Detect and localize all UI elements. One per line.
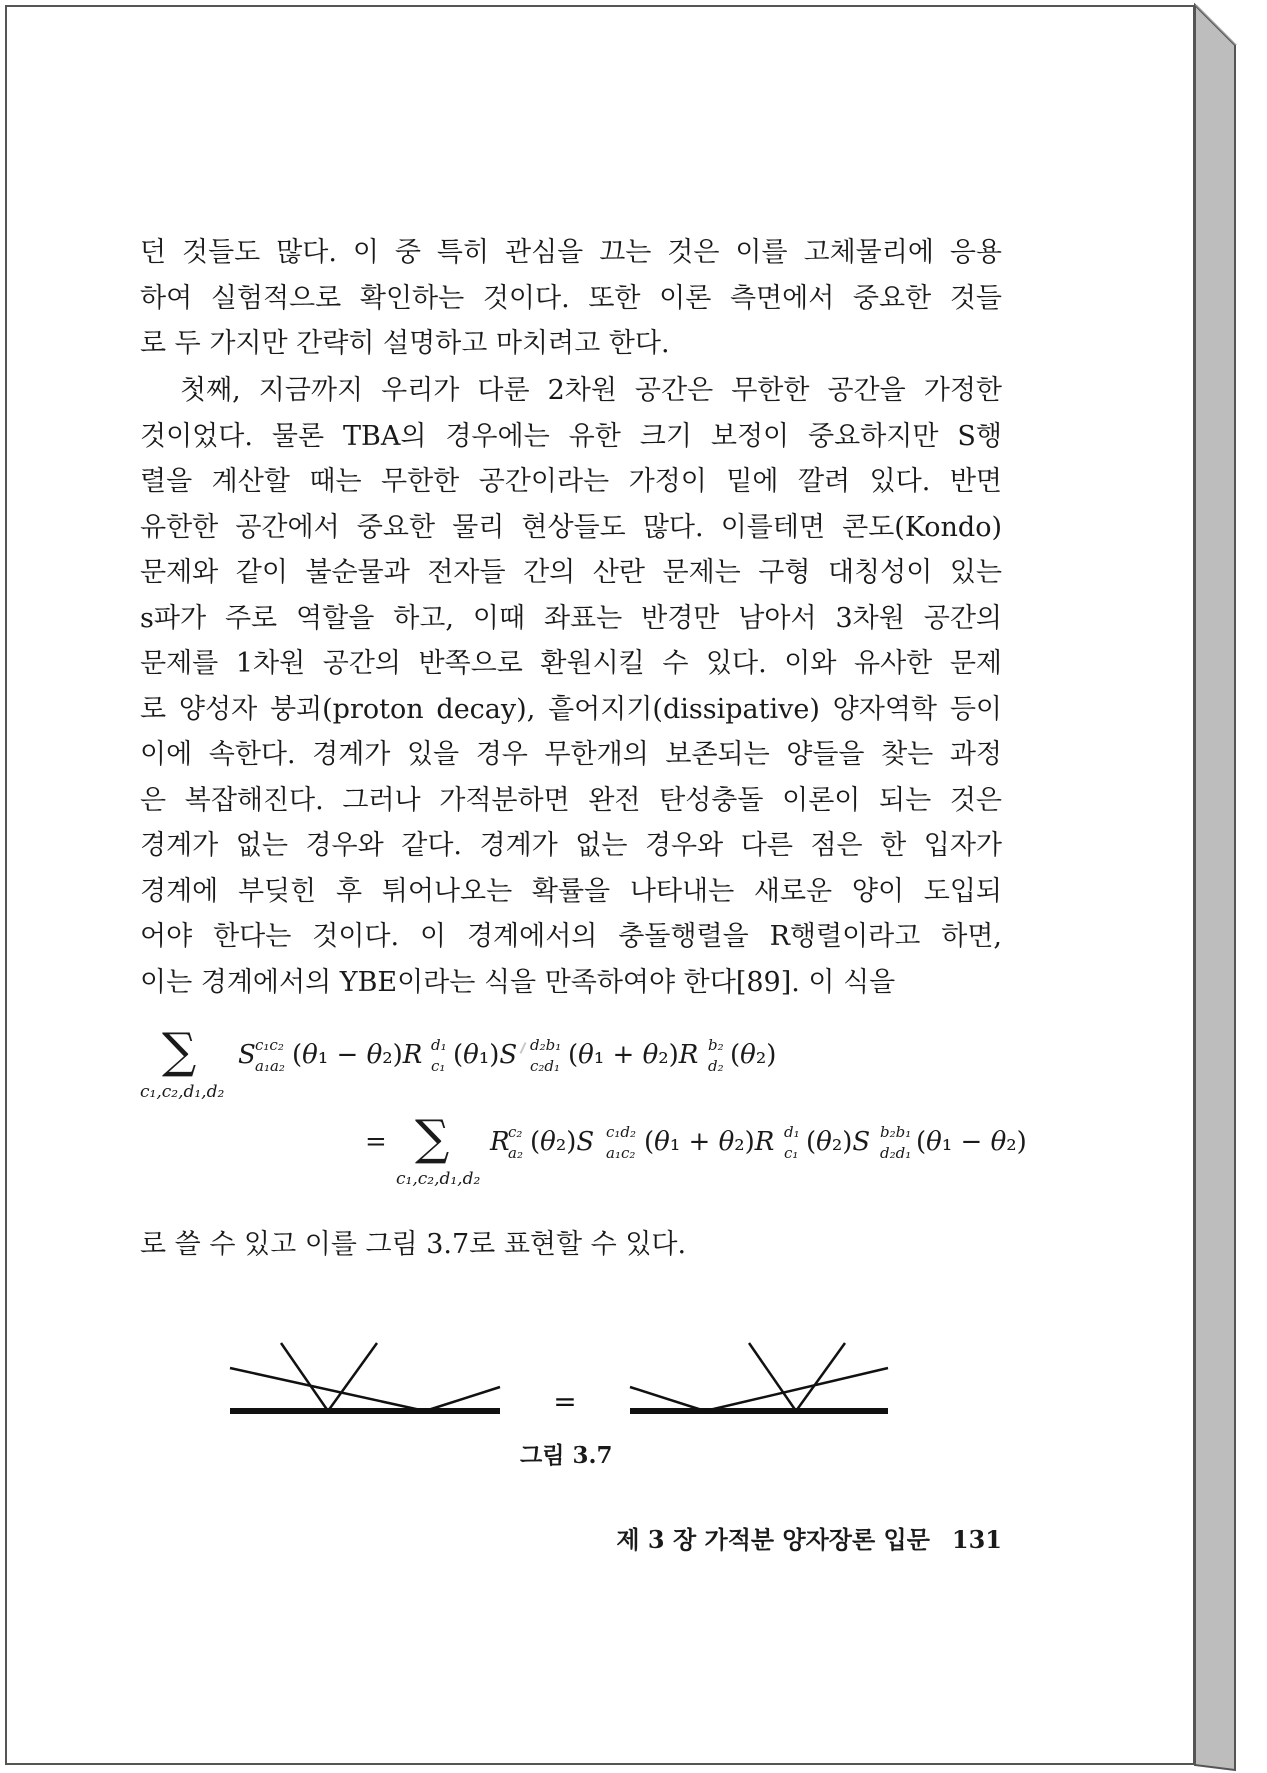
svg-text:c₁c₂: c₁c₂ bbox=[255, 1036, 284, 1054]
boundary-ybe-diagram bbox=[225, 1325, 905, 1420]
svg-text:d₁: d₁ bbox=[431, 1036, 447, 1054]
svg-text:a₁a₂: a₁a₂ bbox=[255, 1057, 285, 1075]
sum-subscript: c₁,c₂,d₁,d₂ bbox=[396, 1169, 481, 1189]
svg-text:d₂: d₂ bbox=[708, 1057, 724, 1075]
text-line: s파가 주로 역할을 하고, 이때 좌표는 반경만 남아서 3차원 공간의 bbox=[140, 602, 1002, 634]
equation-line-2 bbox=[360, 1110, 1027, 1204]
svg-text:a₁c₂: a₁c₂ bbox=[606, 1144, 636, 1162]
equation-line-2-graphic bbox=[360, 1110, 1027, 1197]
svg-text:S: S bbox=[238, 1040, 256, 1070]
svg-text:(θ₂): (θ₂) bbox=[730, 1040, 777, 1070]
svg-text:(θ₁)S: (θ₁)S bbox=[453, 1040, 518, 1070]
page-footer bbox=[616, 1520, 1002, 1555]
equation-line-1-graphic bbox=[140, 1025, 840, 1110]
text-line: 은 복잡해진다. 그러나 가적분하면 완전 탄성충돌 이론이 되는 것은 bbox=[140, 784, 1002, 816]
svg-text:(θ₂)S: (θ₂)S bbox=[806, 1127, 871, 1157]
svg-text:d₂d₁: d₂d₁ bbox=[880, 1144, 912, 1162]
svg-text:c₂d₁: c₂d₁ bbox=[530, 1057, 561, 1075]
text-line: 것이었다. 물론 TBA의 경우에는 유한 크기 보정이 중요하지만 S행 bbox=[140, 420, 1002, 452]
svg-text:∑: ∑ bbox=[162, 1023, 197, 1079]
paragraph-first-point bbox=[140, 368, 1002, 1005]
text-line: 경계에 부딪힌 후 튀어나오는 확률을 나타내는 새로운 양이 도입되 bbox=[140, 875, 1002, 907]
text-line: 이는 경계에서의 YBE이라는 식을 만족하여야 한다[89]. 이 식을 bbox=[140, 966, 896, 998]
text-line: 문제를 1차원 공간의 반쪽으로 환원시킬 수 있다. 이와 유사한 문제 bbox=[140, 648, 1002, 679]
chapter-title: 제 3 장 가적분 양자장론 입문 bbox=[616, 1525, 930, 1554]
svg-text:R: R bbox=[490, 1127, 510, 1157]
svg-text:d₁: d₁ bbox=[784, 1123, 800, 1141]
figure-equals-sign: = bbox=[553, 1385, 577, 1418]
svg-text:a₂: a₂ bbox=[508, 1144, 523, 1162]
text-line: 어야 한다는 것이다. 이 경계에서의 충돌행렬을 R행렬이라고 하면, bbox=[140, 921, 1002, 952]
text-line: 문제와 같이 불순물과 전자들 간의 산란 문제는 구형 대칭성이 있는 bbox=[140, 557, 1002, 588]
text-line: 이에 속한다. 경계가 있을 경우 무한개의 보존되는 양들을 찾는 과정 bbox=[140, 739, 1002, 770]
svg-text:∑: ∑ bbox=[415, 1110, 450, 1166]
svg-text:d₂b₁: d₂b₁ bbox=[530, 1036, 562, 1054]
equals-sign: = bbox=[365, 1127, 387, 1157]
svg-text:(θ₁ + θ₂)R: (θ₁ + θ₂)R bbox=[644, 1127, 775, 1157]
svg-text:(θ₁ + θ₂)R: (θ₁ + θ₂)R bbox=[568, 1040, 699, 1070]
text-after-equation: 로 쓸 수 있고 이를 그림 3.7로 표현할 수 있다. bbox=[140, 1229, 687, 1260]
figure-3-7 bbox=[225, 1325, 905, 1420]
svg-text:c₁d₂: c₁d₂ bbox=[606, 1123, 637, 1141]
sum-subscript: c₁,c₂,d₁,d₂ bbox=[140, 1082, 225, 1102]
figure-caption: 그림 3.7 bbox=[520, 1442, 613, 1469]
text-line: 유한한 공간에서 중요한 물리 현상들도 많다. 이를테면 콘도(Kondo) bbox=[140, 511, 1002, 543]
text-line: 렬을 계산할 때는 무한한 공간이라는 가정이 밑에 깔려 있다. 반면 bbox=[140, 466, 1002, 497]
page-number: 131 bbox=[951, 1525, 1002, 1554]
svg-text:b₂: b₂ bbox=[708, 1036, 724, 1054]
svg-text:(θ₁ − θ₂)R: (θ₁ − θ₂)R bbox=[292, 1040, 423, 1070]
text-line: 경계가 없는 경우와 같다. 경계가 없는 경우와 다른 점은 한 입자가 bbox=[140, 830, 1002, 861]
svg-text:(θ₁ − θ₂): (θ₁ − θ₂) bbox=[916, 1127, 1027, 1157]
svg-text:c₂: c₂ bbox=[508, 1123, 523, 1141]
text-line: 로 두 가지만 간략히 설명하고 마치려고 한다. bbox=[140, 328, 670, 359]
equation-line-1 bbox=[140, 1025, 840, 1117]
text-line: 로 양성자 붕괴(proton decay), 흩어지기(dissipative) 양자역학 등이 bbox=[140, 693, 1002, 725]
svg-text:b₂b₁: b₂b₁ bbox=[880, 1123, 912, 1141]
paragraph-continuation bbox=[140, 230, 1002, 367]
text-line: 던 것들도 많다. 이 중 특히 관심을 끄는 것은 이를 고체물리에 응용 bbox=[140, 237, 1002, 268]
svg-text:c₁: c₁ bbox=[784, 1144, 799, 1162]
svg-text:c₁: c₁ bbox=[431, 1057, 446, 1075]
text-line: 첫째, 지금까지 우리가 다룬 2차원 공간은 무한한 공간을 가정한 bbox=[180, 375, 1002, 406]
text-line: 하여 실험적으로 확인하는 것이다. 또한 이론 측면에서 중요한 것들 bbox=[140, 282, 1002, 314]
svg-text:(θ₂)S: (θ₂)S bbox=[530, 1127, 595, 1157]
